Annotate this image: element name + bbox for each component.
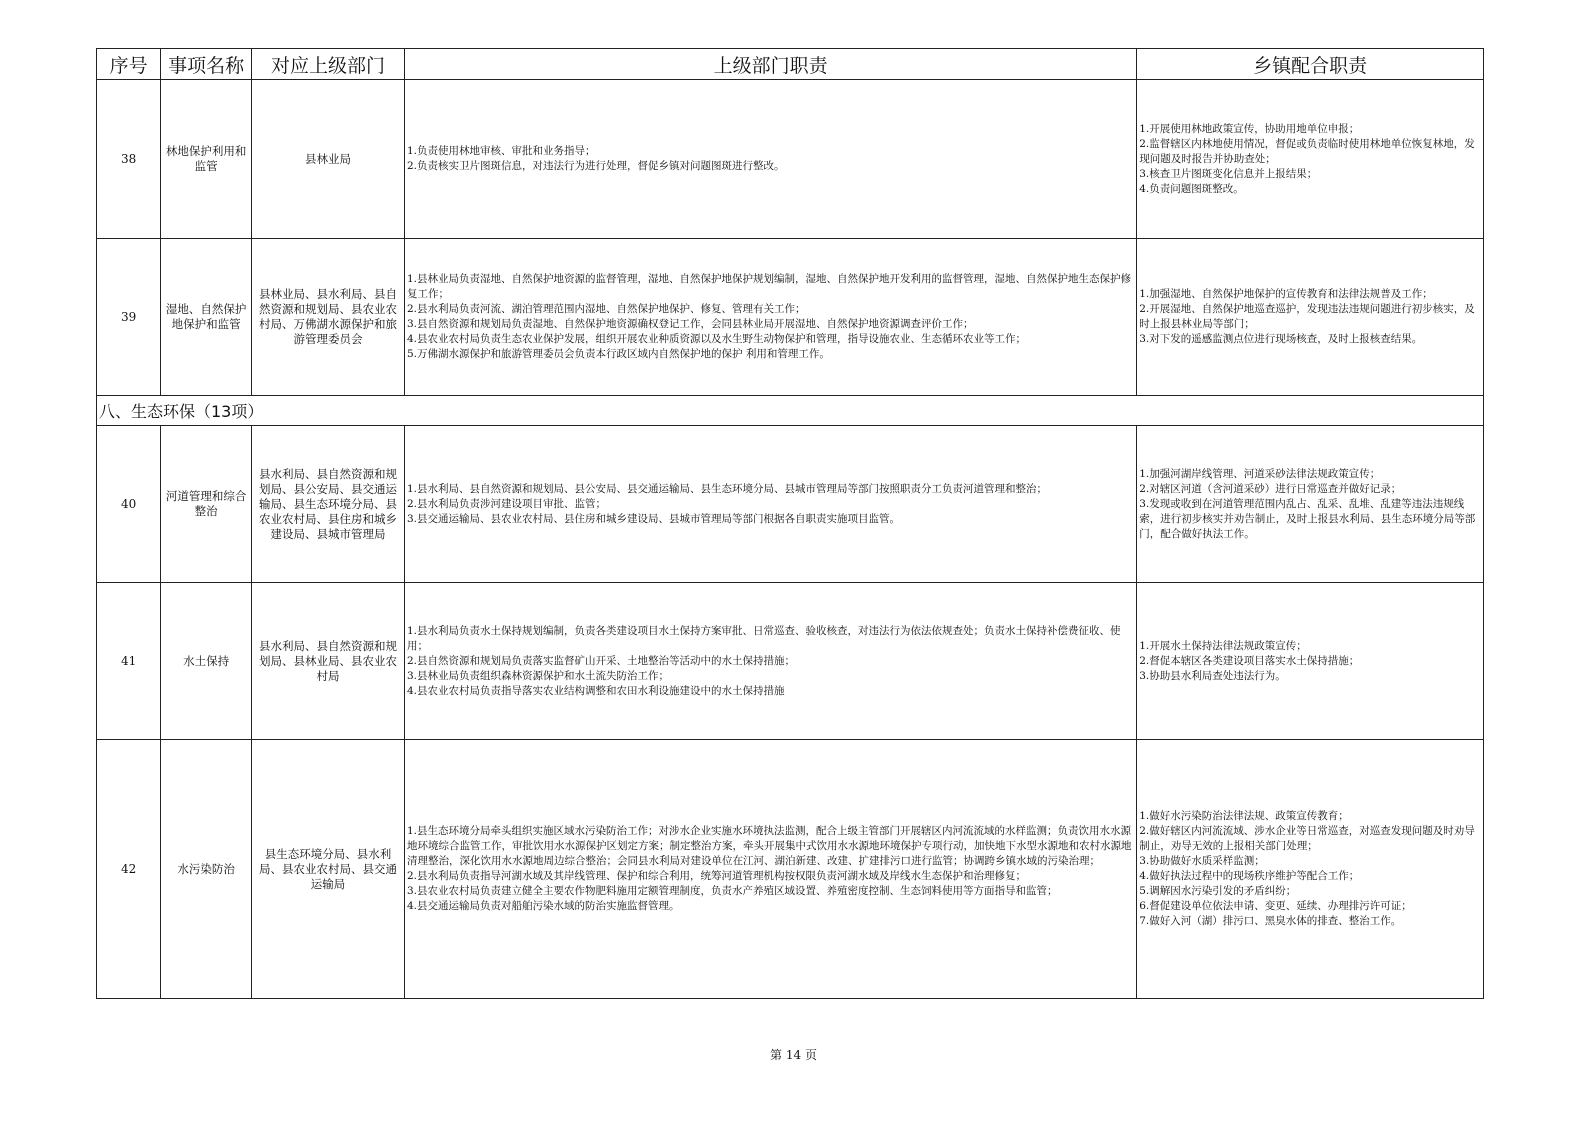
coop-line: 1.开展水土保持法律法规政策宣传； <box>1139 639 1307 652</box>
duty-line: 1.县水利局、县自然资源和规划局、县公安局、县交通运输局、县生态环境分局、县城市管理局等部门按照职责分工负责河道管理和整治； <box>406 482 1047 495</box>
item-duties <box>404 426 1136 583</box>
table-row <box>97 740 1484 999</box>
coop-line: 3.发现或收到在河道管理范围内乱占、乱采、乱堆、乱建等违法违规线索，进行初步核实并劝告制止，及时上报县水利局、县生态环境分局等部门，配合做好执法工作。 <box>1139 497 1476 540</box>
item-dept: 县水利局、县自然资源和规划局、县公安局、县交通运输局、县生态环境分局、县农业农村局、县住房和城乡建设局、县城市管理局 <box>252 426 405 583</box>
coop-line: 7.做好入河（湖）排污口、黑臭水体的排查、整治工作。 <box>1139 915 1402 927</box>
coop-line: 6.督促建设单位依法申请、变更、延续、办理排污许可证； <box>1139 900 1412 912</box>
item-name: 水土保持 <box>161 583 252 740</box>
item-number: 41 <box>97 583 161 740</box>
item-name: 水污染防治 <box>161 740 252 999</box>
section-row <box>97 396 1484 426</box>
duty-line: 3.县自然资源和规划局负责湿地、自然保护地资源确权登记工作，会同县林业局开展湿地、自然保护地资源调查评价工作； <box>406 318 974 330</box>
duty-line: 4.县农业农村局负责生态农业保护发展，组织开展农业种质资源以及水生野生动物保护和管理，指导设施农业、生态循环农业等工作； <box>406 333 1026 345</box>
duty-line: 5.万佛湖水源保护和旅游管理委员会负责本行政区域内自然保护地的保护 利用和管理工作。 <box>406 348 830 360</box>
duty-line: 4.县交通运输局负责对船舶污染水域的防治实施监督管理。 <box>406 900 680 912</box>
duty-line: 1.县生态环境分局牵头组织实施区域水污染防治工作；对涉水企业实施水环境执法监测，配合上级主管部门开展辖区内河流流域的水样监测；负责饮用水水源地环境综合监管工作，审批饮用水水源保护区划定方案；制定整治方案，牵头开展集中式饮用水水源地环境保护专项行动，加快地下水型水源地和农村水源地清理整治，深化饮用水水源地周边综合整治；会同县水利局对建设单位在江河、湖泊新建、改建、扩建排污口进行监管；协调跨乡镇水域的污染治理； <box>406 825 1132 867</box>
duty-line: 2.县水利局负责涉河建设项目审批、监管； <box>406 497 607 510</box>
header-duty: 上级部门职责 <box>404 49 1136 80</box>
duty-line: 2.县水利局负责河流、湖泊管理范围内湿地、自然保护地保护、修复、管理有关工作； <box>406 303 806 315</box>
duty-line: 3.县交通运输局、县农业农村局、县住房和城乡建设局、县城市管理局等部门根据各自职责实施项目监管。 <box>406 512 901 525</box>
table-row <box>97 583 1484 740</box>
coop-line: 1.做好水污染防治法律法规、政策宣传教育； <box>1139 810 1349 822</box>
coop-line: 3.协助做好水质采样监测； <box>1139 855 1265 867</box>
duty-line: 2.负责核实卫片图斑信息，对违法行为进行处理，督促乡镇对问题图斑进行整改。 <box>406 160 785 172</box>
coop-line: 2.做好辖区内河流流域、涉水企业等日常巡查，对巡查发现问题及时劝导制止，劝导无效的上报相关部门处理； <box>1139 825 1475 852</box>
item-number: 38 <box>97 80 161 239</box>
coop-line: 3.协助县水利局查处违法行为。 <box>1139 669 1286 682</box>
duty-line: 3.县农业农村局负责建立健全主要农作物肥料施用定额管理制度，负责水产养殖区域设置、养殖密度控制、生态饲料使用等方面指导和监管； <box>406 885 1058 897</box>
item-coop <box>1137 583 1484 740</box>
header-coop: 乡镇配合职责 <box>1137 49 1484 80</box>
table-row <box>97 426 1484 583</box>
duty-line: 3.县林业局负责组织森林资源保护和水土流失防治工作； <box>406 669 670 682</box>
table-row <box>97 239 1484 396</box>
coop-line: 1.加强河湖岸线管理、河道采砂法律法规政策宣传； <box>1139 467 1381 480</box>
section-title: 八、生态环保（13项） <box>97 396 1484 426</box>
item-duties <box>404 80 1136 239</box>
duty-line: 1.负责使用林地审核、审批和业务指导； <box>406 145 596 157</box>
item-dept: 县生态环境分局、县水利局、县农业农村局、县交通运输局 <box>252 740 405 999</box>
item-number: 40 <box>97 426 161 583</box>
item-duties <box>404 740 1136 999</box>
responsibility-table <box>96 48 1484 999</box>
coop-line: 5.调解因水污染引发的矛盾纠纷； <box>1139 885 1297 897</box>
item-name: 河道管理和综合整治 <box>161 426 252 583</box>
item-coop <box>1137 239 1484 396</box>
coop-line: 4.做好执法过程中的现场秩序维护等配合工作； <box>1139 870 1360 882</box>
header-num: 序号 <box>97 49 161 80</box>
table-row <box>97 80 1484 239</box>
header-row <box>97 49 1484 80</box>
header-dept: 对应上级部门 <box>252 49 405 80</box>
item-name: 林地保护利用和监管 <box>161 80 252 239</box>
coop-line: 3.核查卫片图斑变化信息并上报结果； <box>1139 167 1318 180</box>
item-dept: 县水利局、县自然资源和规划局、县林业局、县农业农村局 <box>252 583 405 740</box>
header-name: 事项名称 <box>161 49 252 80</box>
item-dept: 县林业局 <box>252 80 405 239</box>
coop-line: 4.负责问题图斑整改。 <box>1139 182 1244 195</box>
item-name: 湿地、自然保护地保护和监管 <box>161 239 252 396</box>
coop-line: 1.加强湿地、自然保护地保护的宣传教育和法律法规普及工作； <box>1139 288 1433 300</box>
item-coop <box>1137 740 1484 999</box>
coop-line: 3.对下发的遥感监测点位进行现场核查，及时上报核查结果。 <box>1139 333 1423 345</box>
item-dept: 县林业局、县水利局、县自然资源和规划局、县农业农村局、万佛湖水源保护和旅游管理委员会 <box>252 239 405 396</box>
page-number: 第 14 页 <box>770 1048 817 1062</box>
item-duties <box>404 239 1136 396</box>
coop-line: 1.开展使用林地政策宣传，协助用地单位申报； <box>1139 122 1360 135</box>
item-duties <box>404 583 1136 740</box>
item-coop <box>1137 80 1484 239</box>
duty-line: 4.县农业农村局负责指导落实农业结构调整和农田水利设施建设中的水土保持措施 <box>406 684 785 697</box>
coop-line: 2.督促本辖区各类建设项目落实水土保持措施； <box>1139 654 1360 667</box>
item-number: 39 <box>97 239 161 396</box>
coop-line: 2.对辖区河道（含河道采砂）进行日常巡查并做好记录； <box>1139 482 1402 495</box>
duty-line: 2.县自然资源和规划局负责落实监督矿山开采、土地整治等活动中的水土保持措施； <box>406 654 796 667</box>
duty-line: 1.县林业局负责湿地、自然保护地资源的监督管理，湿地、自然保护地保护规划编制，湿地、自然保护地开发利用的监督管理，湿地、自然保护地生态保护修复工作； <box>406 273 1131 300</box>
coop-line: 2.监督辖区内林地使用情况，督促或负责临时使用林地单位恢复林地，发现问题及时报告并协助查处； <box>1139 137 1475 165</box>
coop-line: 2.开展湿地、自然保护地巡查巡护，发现违法违规问题进行初步核实，及时上报县林业局等部门； <box>1139 303 1475 330</box>
duty-line: 1.县水利局负责水土保持规划编制，负责各类建设项目水土保持方案审批、日常巡查、验收核查，对违法行为依法依规查处；负责水土保持补偿费征收、使用； <box>406 624 1121 652</box>
duty-line: 2.县水利局负责指导河湖水域及其岸线管理、保护和综合利用，统筹河道管理机构按权限负责河湖水域及岸线水生态保护和治理修复； <box>406 870 1026 882</box>
item-coop <box>1137 426 1484 583</box>
item-number: 42 <box>97 740 161 999</box>
